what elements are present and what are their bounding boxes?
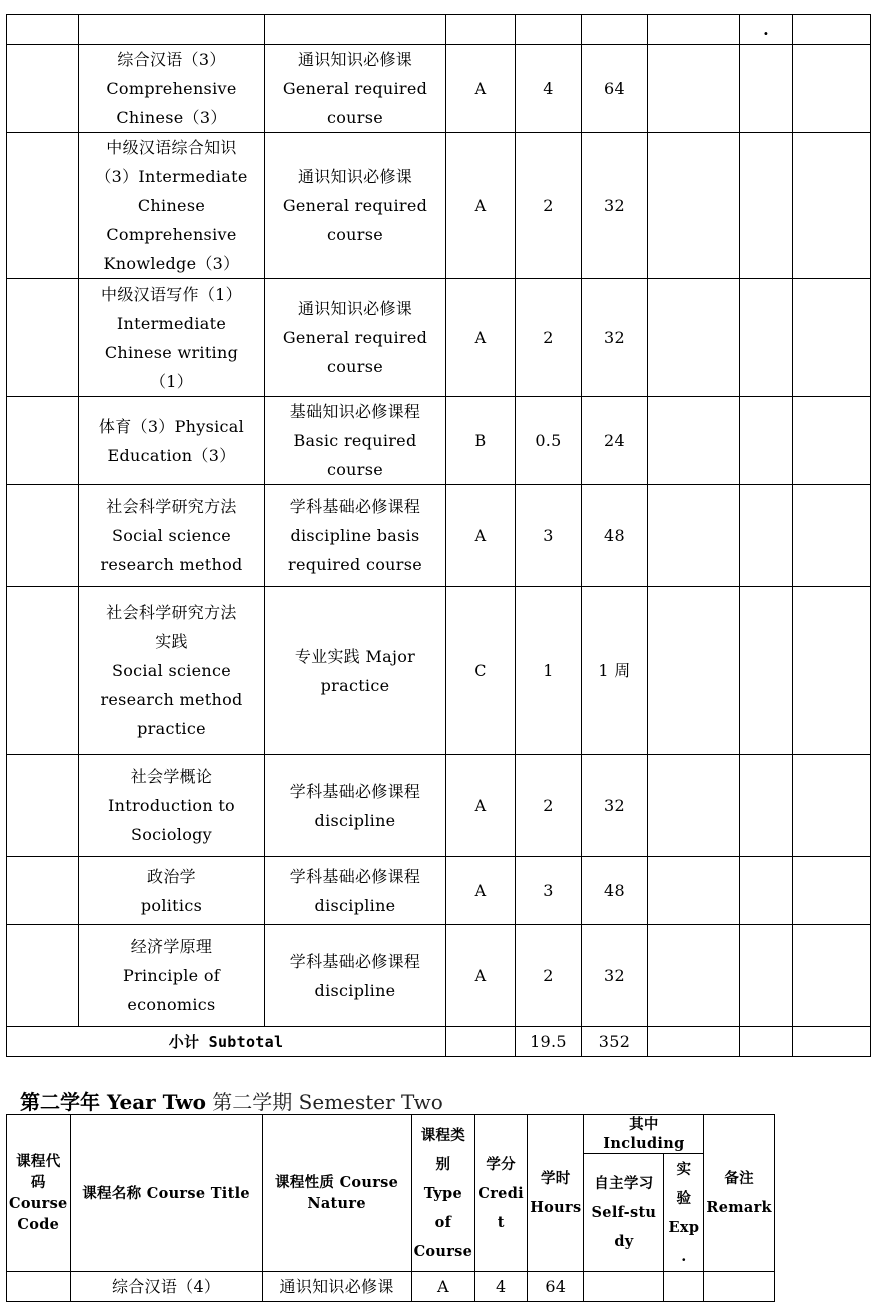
course-credit: 2 xyxy=(516,925,582,1027)
course-credit: 2 xyxy=(516,133,582,279)
table-row xyxy=(7,279,871,397)
header-remark: 备注 Remark xyxy=(704,1115,775,1272)
table-row xyxy=(7,15,871,45)
course-hours: 32 xyxy=(582,279,648,397)
course-nature: 通识知识必修课 xyxy=(262,1272,411,1302)
course-title: 综合汉语（3） Comprehensive Chinese（3） xyxy=(79,45,265,133)
course-type: A xyxy=(446,45,516,133)
course-credit: 2 xyxy=(516,755,582,857)
course-nature: 通识知识必修课 General required course xyxy=(265,133,446,279)
course-nature: 学科基础必修课程 discipline xyxy=(265,857,446,925)
course-title: 经济学原理 Principle of economics xyxy=(79,925,265,1027)
course-title: 中级汉语写作（1） Intermediate Chinese writing （1） xyxy=(79,279,265,397)
header-hours: 学时 Hours xyxy=(528,1115,584,1272)
course-type: A xyxy=(446,133,516,279)
course-title: 综合汉语（4） xyxy=(70,1272,262,1302)
table-row xyxy=(7,397,871,485)
course-credit: 4 xyxy=(516,45,582,133)
header-course-nature: 课程性质 Course Nature xyxy=(262,1115,411,1272)
header-course-title: 课程名称 Course Title xyxy=(70,1115,262,1272)
course-type: A xyxy=(446,755,516,857)
course-hours: 32 xyxy=(582,755,648,857)
course-title: 社会科学研究方法 Social science research method xyxy=(79,485,265,587)
subtotal-hours: 352 xyxy=(582,1027,648,1057)
header-course-type: 课程类 别 Type of Course xyxy=(411,1115,475,1272)
table-row xyxy=(7,45,871,133)
course-type: A xyxy=(446,857,516,925)
subtotal-row xyxy=(7,1027,871,1057)
course-nature: 学科基础必修课程 discipline xyxy=(265,755,446,857)
course-nature: 学科基础必修课程 discipline xyxy=(265,925,446,1027)
course-type: A xyxy=(411,1272,475,1302)
header-self-study: 自主学习 Self-stu dy xyxy=(584,1154,664,1272)
table-row xyxy=(7,587,871,755)
course-title: 社会学概论 Introduction to Sociology xyxy=(79,755,265,857)
table-row xyxy=(7,1272,775,1302)
table-row xyxy=(7,755,871,857)
course-hours: 64 xyxy=(582,45,648,133)
course-credit: 4 xyxy=(475,1272,528,1302)
course-credit: 3 xyxy=(516,857,582,925)
course-hours: 32 xyxy=(582,925,648,1027)
subtotal-label: 小计 Subtotal xyxy=(7,1027,446,1057)
course-title: 中级汉语综合知识 （3）Intermediate Chinese Comprehensive Knowledge（3） xyxy=(79,133,265,279)
course-title: 社会科学研究方法 实践 Social science research method practice xyxy=(79,587,265,755)
course-hours: 24 xyxy=(582,397,648,485)
course-type: B xyxy=(446,397,516,485)
course-hours: 48 xyxy=(582,857,648,925)
exp-cell: . xyxy=(740,15,793,45)
course-table-year-one xyxy=(6,14,871,1057)
course-type: C xyxy=(446,587,516,755)
course-table-year-two xyxy=(6,1114,775,1302)
header-including: 其中 Including xyxy=(584,1115,704,1154)
course-type: A xyxy=(446,925,516,1027)
table-row xyxy=(7,133,871,279)
course-type: A xyxy=(446,279,516,397)
course-credit: 0.5 xyxy=(516,397,582,485)
course-credit: 2 xyxy=(516,279,582,397)
table-row xyxy=(7,925,871,1027)
course-hours: 1 周 xyxy=(582,587,648,755)
course-title: 政治学 politics xyxy=(79,857,265,925)
section-heading xyxy=(20,1086,443,1115)
header-course-code: 课程代 码 Course Code xyxy=(7,1115,71,1272)
course-nature: 通识知识必修课 General required course xyxy=(265,279,446,397)
table-row xyxy=(7,485,871,587)
course-nature: 基础知识必修课程 Basic required course xyxy=(265,397,446,485)
course-credit: 3 xyxy=(516,485,582,587)
course-nature: 通识知识必修课 General required course xyxy=(265,45,446,133)
course-credit: 1 xyxy=(516,587,582,755)
subtotal-credit: 19.5 xyxy=(516,1027,582,1057)
course-hours: 48 xyxy=(582,485,648,587)
course-nature: 学科基础必修课程 discipline basis required course xyxy=(265,485,446,587)
heading-year: 第二学年 Year Two xyxy=(20,1090,206,1114)
course-type: A xyxy=(446,485,516,587)
course-nature: 专业实践 Major practice xyxy=(265,587,446,755)
heading-semester: 第二学期 Semester Two xyxy=(212,1090,443,1114)
header-credit: 学分 Credi t xyxy=(475,1115,528,1272)
course-hours: 64 xyxy=(528,1272,584,1302)
header-exp: 实 验 Exp . xyxy=(664,1154,704,1272)
course-hours: 32 xyxy=(582,133,648,279)
table-row xyxy=(7,857,871,925)
course-title: 体育（3）Physical Education（3） xyxy=(79,397,265,485)
